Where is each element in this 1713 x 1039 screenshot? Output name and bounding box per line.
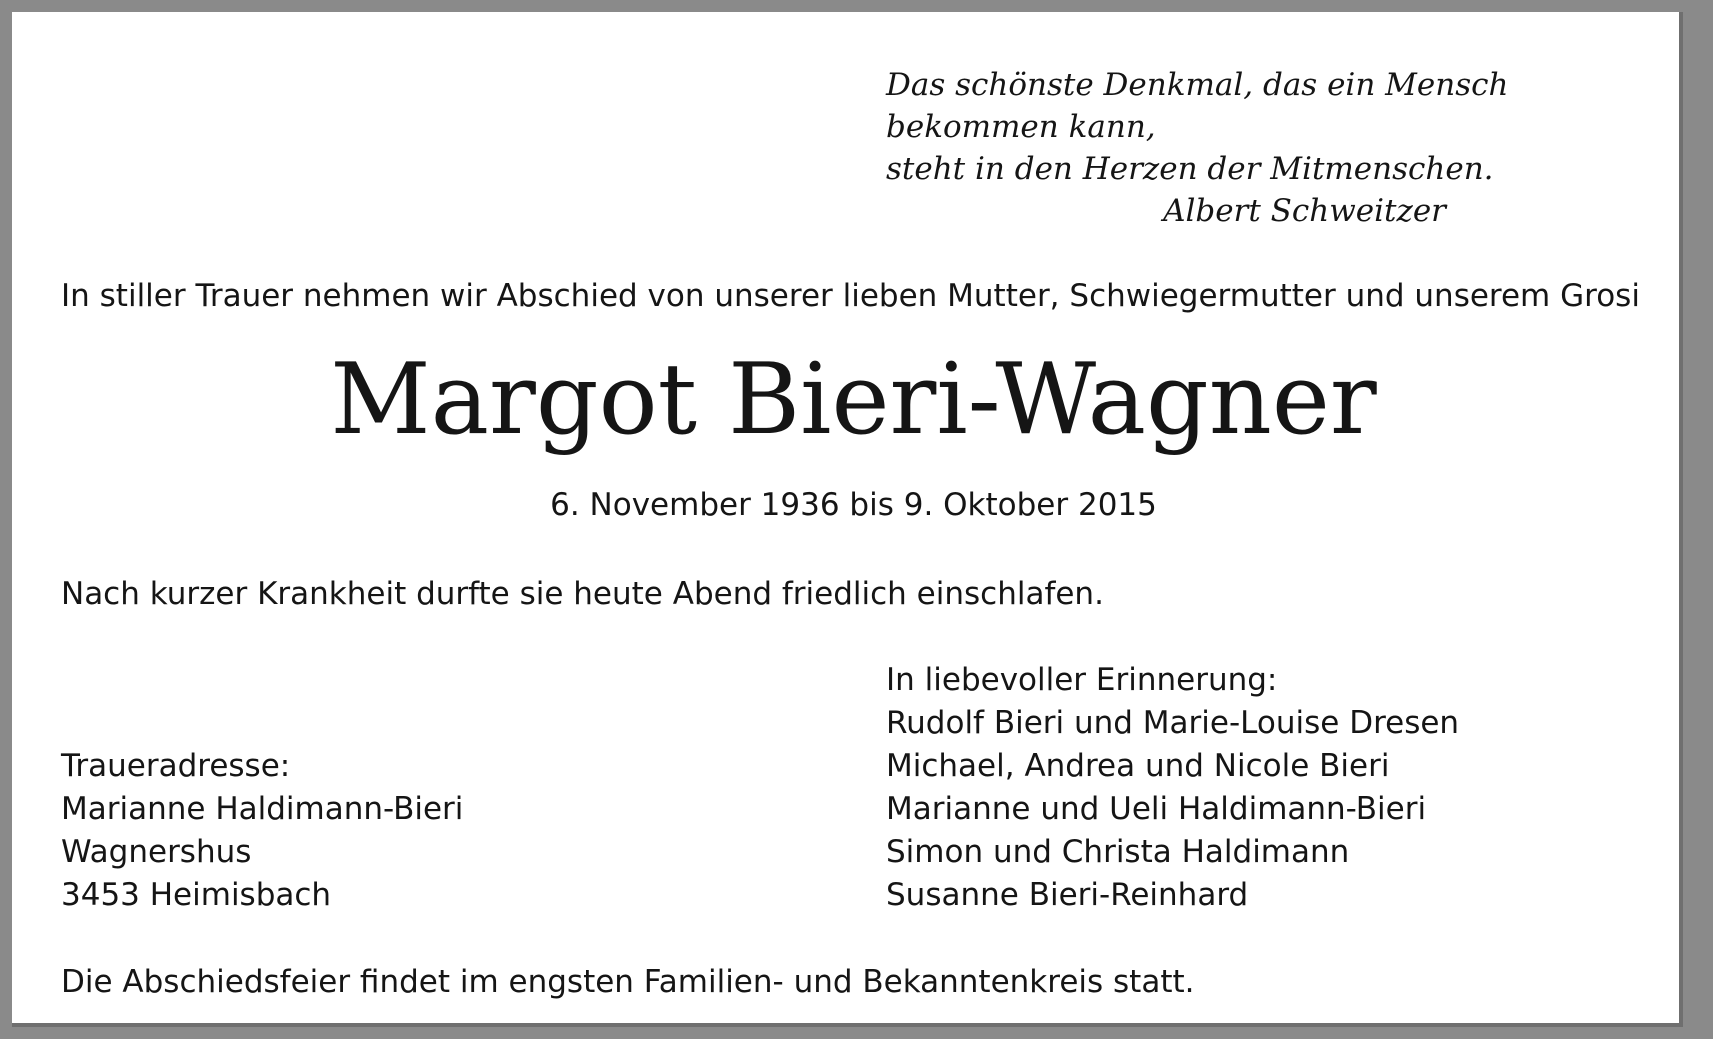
address-line: Marianne Haldimann-Bieri bbox=[61, 791, 464, 827]
mourner-name: Marianne und Ueli Haldimann-Bieri bbox=[886, 791, 1427, 827]
epigraph-quote bbox=[886, 64, 1509, 232]
mourners-list bbox=[886, 659, 1459, 917]
ceremony-note: Die Abschiedsfeier findet im engsten Familien- und Bekanntenkreis statt. bbox=[61, 964, 1195, 1000]
mourners-heading: In liebevoller Erinnerung: bbox=[886, 662, 1278, 698]
mourning-address bbox=[61, 745, 463, 917]
life-dates: 6. November 1936 bis 9. Oktober 2015 bbox=[550, 487, 1157, 523]
mourner-name: Susanne Bieri-Reinhard bbox=[886, 877, 1249, 913]
intro-text: In stiller Trauer nehmen wir Abschied von unserer lieben Mutter, Schwiegermutter und unserem Grosi bbox=[61, 278, 1640, 314]
address-heading: Traueradresse: bbox=[61, 748, 291, 784]
quote-line: Das schönste Denkmal, das ein Mensch bbox=[886, 67, 1509, 103]
deceased-name: Margot Bieri-Wagner bbox=[330, 343, 1377, 457]
mourner-name: Simon und Christa Haldimann bbox=[886, 834, 1350, 870]
passing-note: Nach kurzer Krankheit durfte sie heute Abend friedlich einschlafen. bbox=[61, 576, 1104, 612]
address-line: Wagnershus bbox=[61, 834, 252, 870]
quote-line: bekommen kann, bbox=[886, 109, 1156, 145]
quote-line: steht in den Herzen der Mitmenschen. bbox=[886, 151, 1494, 187]
address-line: 3453 Heimisbach bbox=[61, 877, 332, 913]
quote-author: Albert Schweitzer bbox=[1163, 193, 1446, 229]
mourner-name: Rudolf Bieri und Marie-Louise Dresen bbox=[886, 705, 1460, 741]
obituary-notice bbox=[12, 12, 1683, 1027]
mourner-name: Michael, Andrea und Nicole Bieri bbox=[886, 748, 1390, 784]
